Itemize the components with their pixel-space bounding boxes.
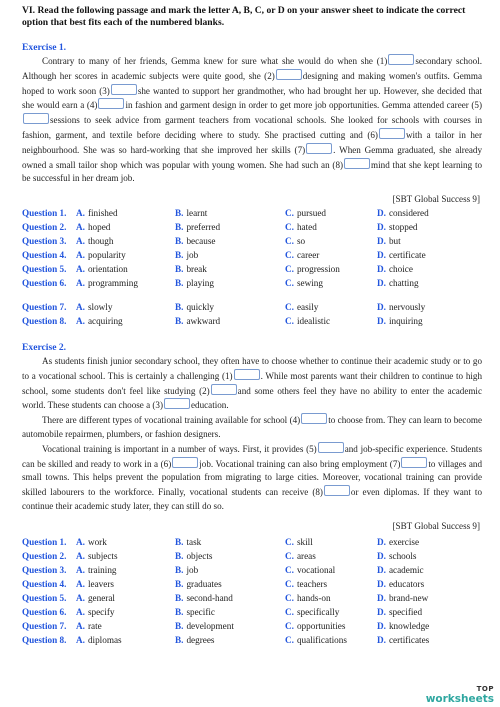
- option-c[interactable]: [285, 207, 326, 221]
- option-letter: B.: [175, 635, 184, 645]
- option-text: subjects: [87, 551, 118, 561]
- option-text: diplomas: [87, 635, 122, 645]
- paragraph: [22, 355, 482, 413]
- option-text: qualifications: [296, 635, 347, 645]
- option-letter: A.: [76, 316, 85, 326]
- option-letter: C.: [285, 551, 294, 561]
- option-letter: D.: [377, 551, 386, 561]
- option-letter: A.: [76, 551, 85, 561]
- option-letter: B.: [175, 316, 184, 326]
- option-text: finished: [87, 208, 118, 218]
- option-text: learnt: [186, 208, 208, 218]
- option-letter: B.: [175, 208, 184, 218]
- option-text: specified: [388, 607, 423, 617]
- answer-blank[interactable]: [172, 457, 198, 468]
- option-d[interactable]: [377, 578, 424, 592]
- option-a[interactable]: [76, 550, 118, 564]
- option-letter: D.: [377, 222, 386, 232]
- question-label: Question 1.: [22, 208, 67, 218]
- option-letter: A.: [76, 635, 85, 645]
- option-c[interactable]: [285, 221, 317, 235]
- option-text: educators: [388, 579, 425, 589]
- question-label: Question 7.: [22, 621, 67, 631]
- option-letter: C.: [285, 565, 294, 575]
- option-c[interactable]: [285, 235, 305, 249]
- paragraph: [22, 54, 482, 186]
- option-letter: C.: [285, 278, 294, 288]
- option-d[interactable]: [377, 606, 422, 620]
- option-b[interactable]: [175, 301, 214, 315]
- option-b[interactable]: [175, 277, 214, 291]
- option-text: orientation: [87, 264, 128, 274]
- answer-blank[interactable]: [306, 143, 332, 154]
- option-a[interactable]: [76, 221, 110, 235]
- option-text: rate: [87, 621, 102, 631]
- option-text: objects: [186, 551, 213, 561]
- answer-blank[interactable]: [344, 158, 370, 169]
- option-c[interactable]: [285, 301, 318, 315]
- option-text: certificate: [388, 250, 426, 260]
- option-text: training: [87, 565, 117, 575]
- option-letter: B.: [175, 551, 184, 561]
- option-letter: A.: [76, 593, 85, 603]
- option-c[interactable]: [285, 634, 347, 648]
- answer-blank[interactable]: [164, 398, 190, 409]
- option-text: idealistic: [296, 316, 331, 326]
- option-text: schools: [388, 551, 417, 561]
- passage-text: to choose from. They can learn to become automobile repairmen, plumbers, or fashion designers.: [22, 415, 482, 439]
- passage-text: As students finish junior secondary school, they often have to choose whether to continue their academic study or to go to a vocational school. This is certainly a challenging (1): [22, 356, 482, 381]
- option-a[interactable]: [76, 277, 138, 291]
- answer-blank[interactable]: [301, 413, 327, 424]
- option-text: task: [186, 537, 202, 547]
- option-text: exercise: [388, 537, 420, 547]
- option-text: work: [87, 537, 107, 547]
- passage-text: she wanted to support her grandmother, who had brought her up. However, she decided that she would earn a (4): [22, 85, 482, 111]
- option-letter: B.: [175, 621, 184, 631]
- passage-text: with a tailor in her neighbourhood. She was so hard-working that she improved her skills (7): [22, 129, 482, 155]
- topworksheets-logo: TOP worksheets: [425, 685, 494, 705]
- option-letter: D.: [377, 264, 386, 274]
- answer-blank[interactable]: [234, 369, 260, 380]
- option-c[interactable]: [285, 592, 331, 606]
- option-text: academic: [388, 565, 424, 575]
- option-text: preferred: [186, 222, 221, 232]
- option-c[interactable]: [285, 578, 327, 592]
- option-letter: C.: [285, 635, 294, 645]
- option-letter: B.: [175, 222, 184, 232]
- passage-text: job. Vocational training can also bring employment (7): [199, 458, 401, 469]
- option-text: graduates: [186, 579, 222, 589]
- option-letter: A.: [76, 236, 85, 246]
- option-text: certificates: [388, 635, 430, 645]
- option-a[interactable]: [76, 301, 112, 315]
- option-letter: D.: [377, 565, 386, 575]
- passage-text: designing and making women's outfits. Gemma hoped to work soon (3): [22, 70, 482, 96]
- option-c[interactable]: [285, 263, 340, 277]
- option-text: acquiring: [87, 316, 123, 326]
- option-text: specific: [186, 607, 216, 617]
- option-letter: D.: [377, 208, 386, 218]
- option-a[interactable]: [76, 634, 122, 648]
- option-letter: A.: [76, 278, 85, 288]
- option-letter: C.: [285, 316, 294, 326]
- option-d[interactable]: [377, 564, 424, 578]
- option-text: sewing: [296, 278, 323, 288]
- option-d[interactable]: [377, 301, 425, 315]
- option-text: opportunities: [296, 621, 346, 631]
- option-letter: C.: [285, 302, 294, 312]
- option-letter: B.: [175, 579, 184, 589]
- option-text: hands-on: [296, 593, 331, 603]
- option-c[interactable]: [285, 550, 316, 564]
- passage-text: mind that she kept learning to be successful in her dream job.: [22, 159, 483, 184]
- option-letter: A.: [76, 565, 85, 575]
- option-d[interactable]: [377, 235, 401, 249]
- option-d[interactable]: [377, 315, 423, 329]
- question-label: Question 6.: [22, 278, 67, 288]
- option-b[interactable]: [175, 550, 212, 564]
- option-text: but: [388, 236, 401, 246]
- option-text: vocational: [296, 565, 336, 575]
- option-b[interactable]: [175, 315, 220, 329]
- answer-blank[interactable]: [324, 485, 350, 496]
- option-text: hated: [296, 222, 317, 232]
- option-letter: A.: [76, 537, 85, 547]
- answer-blank[interactable]: [98, 98, 124, 109]
- option-letter: C.: [285, 250, 294, 260]
- option-a[interactable]: [76, 620, 102, 634]
- option-letter: B.: [175, 537, 184, 547]
- option-letter: B.: [175, 593, 184, 603]
- option-letter: D.: [377, 316, 386, 326]
- option-c[interactable]: [285, 277, 323, 291]
- option-b[interactable]: [175, 620, 234, 634]
- option-c[interactable]: [285, 564, 335, 578]
- answer-blank[interactable]: [211, 384, 237, 395]
- option-text: development: [186, 621, 234, 631]
- question-label: Question 4.: [22, 250, 67, 260]
- answer-blank[interactable]: [276, 69, 302, 80]
- option-a[interactable]: [76, 235, 113, 249]
- option-d[interactable]: [377, 249, 426, 263]
- option-text: programming: [87, 278, 138, 288]
- option-text: pursued: [296, 208, 327, 218]
- option-letter: C.: [285, 222, 294, 232]
- option-d[interactable]: [377, 536, 419, 550]
- passage-text: Contrary to many of her friends, Gemma knew for sure what she would do when she (1): [42, 56, 388, 66]
- question-label: Question 3.: [22, 565, 67, 575]
- question-label: Question 5.: [22, 264, 67, 274]
- option-letter: D.: [377, 607, 386, 617]
- option-letter: C.: [285, 593, 294, 603]
- option-text: specifically: [296, 607, 340, 617]
- option-text: awkward: [186, 316, 221, 326]
- exercise-1-passage: [22, 54, 482, 186]
- question-label: Question 5.: [22, 593, 67, 603]
- option-letter: B.: [175, 250, 184, 260]
- option-d[interactable]: [377, 263, 413, 277]
- option-letter: B.: [175, 264, 184, 274]
- question-label: Question 4.: [22, 579, 67, 589]
- option-letter: D.: [377, 302, 386, 312]
- passage-text: sessions to seek advice from garment teachers from vocational schools. She looked for schools with courses in fashion, garment, and textile before deciding where to study. She practised cutting and (6): [22, 115, 482, 140]
- option-letter: C.: [285, 264, 294, 274]
- option-a[interactable]: [76, 315, 123, 329]
- option-letter: C.: [285, 537, 294, 547]
- option-a[interactable]: [76, 263, 128, 277]
- exercise-1-questions: [22, 207, 482, 332]
- exercise-1-source: [SBT Global Success 9]: [392, 194, 480, 204]
- option-b[interactable]: [175, 634, 215, 648]
- option-letter: B.: [175, 302, 184, 312]
- option-b[interactable]: [175, 235, 216, 249]
- question-label: Question 2.: [22, 551, 67, 561]
- option-letter: A.: [76, 621, 85, 631]
- option-letter: A.: [76, 222, 85, 232]
- option-text: progression: [296, 264, 340, 274]
- passage-text: . While most parents want their children to continue to high school, some students don't feel like studying (2): [22, 370, 482, 396]
- option-b[interactable]: [175, 592, 233, 606]
- option-letter: B.: [175, 278, 184, 288]
- exercise-2-questions: [22, 536, 482, 651]
- exercise-2-source: [SBT Global Success 9]: [392, 521, 480, 531]
- option-letter: C.: [285, 208, 294, 218]
- question-label: Question 3.: [22, 236, 67, 246]
- passage-text: to villages and small towns. This helps prevent the population from migrating to large cities. Moreover, vocational training can provide skilled labourers to the workforce. Finally, vocational students can receive (8): [22, 458, 482, 498]
- option-letter: B.: [175, 565, 184, 575]
- option-text: break: [186, 264, 207, 274]
- option-text: quickly: [186, 302, 214, 312]
- option-c[interactable]: [285, 620, 345, 634]
- option-text: job: [186, 565, 199, 575]
- option-letter: D.: [377, 537, 386, 547]
- option-text: so: [296, 236, 306, 246]
- option-text: job: [186, 250, 199, 260]
- answer-blank[interactable]: [111, 84, 137, 95]
- option-text: hoped: [87, 222, 111, 232]
- option-text: considered: [388, 208, 429, 218]
- passage-text: in fashion and garment design in order to get more job opportunities. Gemma attended career (5): [125, 100, 482, 111]
- option-text: knowledge: [388, 621, 430, 631]
- option-b[interactable]: [175, 578, 222, 592]
- option-b[interactable]: [175, 221, 220, 235]
- answer-blank[interactable]: [318, 442, 344, 453]
- option-d[interactable]: [377, 550, 417, 564]
- exercise-2-passage: [22, 355, 482, 514]
- exercise-1-heading: Exercise 1.: [22, 42, 67, 53]
- option-text: stopped: [388, 222, 418, 232]
- option-d[interactable]: [377, 207, 429, 221]
- option-letter: D.: [377, 621, 386, 631]
- option-a[interactable]: [76, 249, 126, 263]
- option-c[interactable]: [285, 315, 330, 329]
- option-text: specify: [87, 607, 115, 617]
- option-letter: A.: [76, 208, 85, 218]
- question-label: Question 8.: [22, 316, 67, 326]
- option-d[interactable]: [377, 620, 429, 634]
- option-text: career: [296, 250, 320, 260]
- option-letter: B.: [175, 236, 184, 246]
- option-text: teachers: [296, 579, 328, 589]
- option-d[interactable]: [377, 592, 428, 606]
- option-letter: D.: [377, 278, 386, 288]
- option-b[interactable]: [175, 249, 198, 263]
- passage-text: education.: [191, 400, 229, 411]
- option-letter: A.: [76, 264, 85, 274]
- option-d[interactable]: [377, 221, 418, 235]
- passage-text: or even diplomas. If they want to continue their academic study later, they can still do so.: [22, 487, 482, 511]
- option-text: degrees: [186, 635, 215, 645]
- option-text: though: [87, 236, 114, 246]
- passage-text: secondary school. Although her scores in academic subjects were quite good, she (2): [22, 56, 483, 81]
- passage-text: and job-specific experience. Students can be skilled and ready to work in a (6): [22, 443, 482, 469]
- option-letter: D.: [377, 593, 386, 603]
- instructions-title: VI. Read the following passage and mark the letter A, B, C, or D on your answer sheet to indicate the correct option that best fits each of the numbered blanks.: [22, 5, 466, 28]
- option-letter: B.: [175, 607, 184, 617]
- passage-text: There are different types of vocational training available for school (4): [42, 415, 301, 426]
- option-letter: A.: [76, 250, 85, 260]
- option-letter: D.: [377, 579, 386, 589]
- option-letter: C.: [285, 621, 294, 631]
- option-letter: C.: [285, 236, 294, 246]
- option-b[interactable]: [175, 263, 207, 277]
- option-text: easily: [296, 302, 319, 312]
- option-letter: D.: [377, 250, 386, 260]
- paragraph: [22, 413, 482, 442]
- option-c[interactable]: [285, 606, 339, 620]
- option-b[interactable]: [175, 606, 215, 620]
- option-a[interactable]: [76, 536, 107, 550]
- option-text: inquiring: [388, 316, 423, 326]
- option-letter: D.: [377, 635, 386, 645]
- answer-blank[interactable]: [23, 113, 49, 124]
- answer-blank[interactable]: [388, 54, 414, 65]
- answer-blank[interactable]: [401, 457, 427, 468]
- question-label: Question 1.: [22, 537, 67, 547]
- question-label: Question 6.: [22, 607, 67, 617]
- option-c[interactable]: [285, 249, 319, 263]
- option-text: brand-new: [388, 593, 429, 603]
- exercise-2-heading: Exercise 2.: [22, 342, 67, 353]
- option-a[interactable]: [76, 592, 115, 606]
- option-text: second-hand: [186, 593, 233, 603]
- option-text: chatting: [388, 278, 419, 288]
- option-a[interactable]: [76, 606, 114, 620]
- option-text: leavers: [87, 579, 114, 589]
- option-text: popularity: [87, 250, 126, 260]
- passage-text: and some others feel they have no ability to enter the academic world. These students can choose a (3): [22, 385, 482, 411]
- paragraph: [22, 442, 482, 514]
- option-text: nervously: [388, 302, 426, 312]
- option-letter: A.: [76, 607, 85, 617]
- option-b[interactable]: [175, 207, 207, 221]
- option-text: because: [186, 236, 216, 246]
- option-a[interactable]: [76, 578, 114, 592]
- option-letter: C.: [285, 607, 294, 617]
- question-label: Question 7.: [22, 302, 67, 312]
- option-text: skill: [296, 537, 313, 547]
- option-text: choice: [388, 264, 413, 274]
- option-text: areas: [296, 551, 316, 561]
- passage-text: . When Gemma graduated, she already owned a small tailor shop which was popular with young women. She had such an (8): [22, 144, 483, 170]
- answer-blank[interactable]: [379, 128, 405, 139]
- option-d[interactable]: [377, 634, 429, 648]
- option-c[interactable]: [285, 536, 313, 550]
- option-a[interactable]: [76, 564, 117, 578]
- option-text: general: [87, 593, 115, 603]
- option-b[interactable]: [175, 536, 201, 550]
- option-letter: C.: [285, 579, 294, 589]
- option-letter: A.: [76, 302, 85, 312]
- option-letter: D.: [377, 236, 386, 246]
- option-text: slowly: [87, 302, 113, 312]
- option-d[interactable]: [377, 277, 419, 291]
- passage-text: Vocational training is important in a number of ways. First, it provides (5): [42, 443, 317, 454]
- question-label: Question 2.: [22, 222, 67, 232]
- option-letter: A.: [76, 579, 85, 589]
- option-b[interactable]: [175, 564, 198, 578]
- option-text: playing: [186, 278, 214, 288]
- question-label: Question 8.: [22, 635, 67, 645]
- option-a[interactable]: [76, 207, 118, 221]
